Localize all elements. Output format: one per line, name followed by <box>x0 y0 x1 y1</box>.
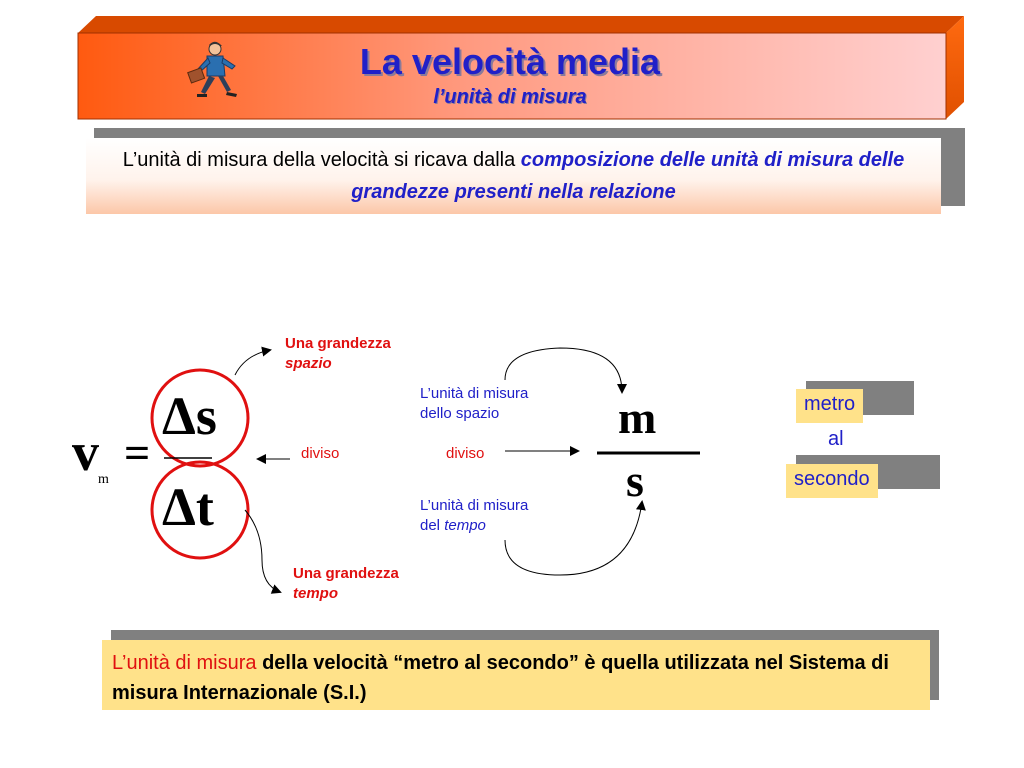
intro-box <box>86 138 941 214</box>
space-quantity-label <box>285 334 391 374</box>
walking-businessman-icon <box>185 40 245 102</box>
metro-label: metro <box>796 389 863 423</box>
intro-text: L’unità di misura della velocità si ricava dalla <box>122 149 521 171</box>
conclusion-lead: L’unità di misura <box>112 652 257 674</box>
unit-m: m <box>618 392 657 443</box>
space-quantity-line2: spazio <box>285 355 332 372</box>
conclusion-box <box>102 640 930 710</box>
arrow-to-time-label <box>245 510 280 592</box>
time-unit-label <box>420 496 528 536</box>
equals-sign: = <box>124 427 151 478</box>
time-unit-line2-prefix: del <box>420 517 445 534</box>
delta-t: Δt <box>162 477 214 537</box>
conclusion-rest: della velocità “metro al secondo” è quella utilizzata nel Sistema di misura Internazionale (S.I.) <box>112 652 889 704</box>
page-title: La velocità media <box>359 41 661 82</box>
unit-s: s <box>626 455 644 506</box>
time-quantity-line2: tempo <box>293 585 338 602</box>
velocity-subscript: m <box>98 472 109 487</box>
space-quantity-line1: Una grandezza <box>285 335 391 352</box>
time-quantity-label <box>293 564 399 604</box>
space-unit-label <box>420 384 528 424</box>
divided-label-left: diviso <box>301 445 340 462</box>
time-unit-line2-italic: tempo <box>444 517 486 534</box>
velocity-symbol: v <box>72 422 99 482</box>
page-subtitle: l’unità di misura <box>433 86 587 108</box>
arrow-to-space-label <box>235 350 270 375</box>
space-unit-line2: dello spazio <box>420 405 500 422</box>
divided-label-right: diviso <box>446 445 485 462</box>
secondo-label: secondo <box>786 464 878 498</box>
space-unit-line1: L’unità di misura <box>420 385 529 402</box>
time-unit-line1: L’unità di misura <box>420 497 529 514</box>
time-quantity-line1: Una grandezza <box>293 565 399 582</box>
al-label: al <box>828 428 844 450</box>
intro-emphasis: composizione delle unità di misura delle grandezze presenti nella relazione <box>351 149 905 203</box>
delta-s: Δs <box>162 386 217 446</box>
